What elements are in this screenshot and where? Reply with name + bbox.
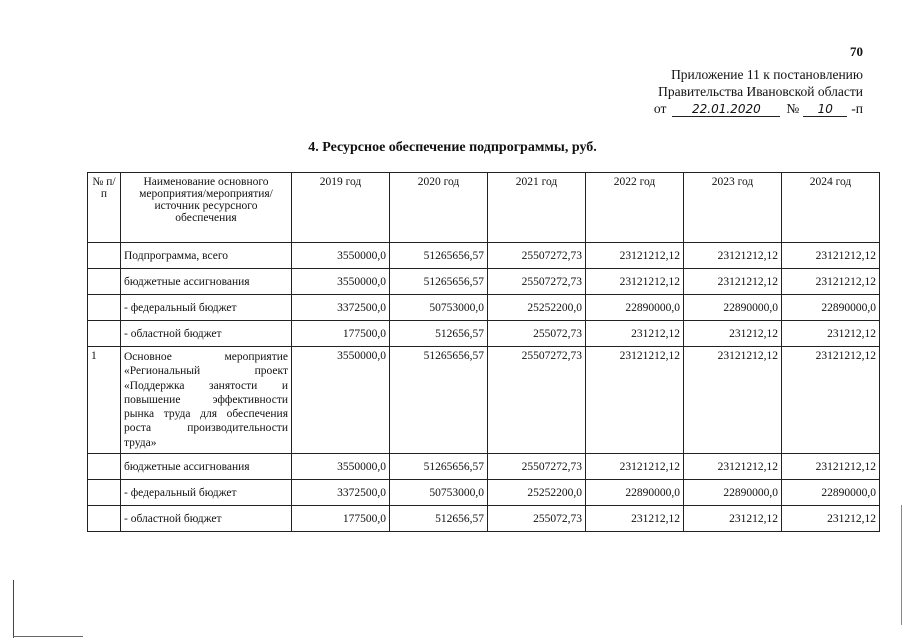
table-row: [88, 295, 880, 321]
row-index: 1: [88, 347, 121, 454]
cell-2023: 23121212,12: [684, 243, 782, 269]
table-row: [88, 506, 880, 532]
scan-edge-bottom: [13, 636, 83, 637]
cell-2019: 177500,0: [292, 321, 390, 347]
cell-2019: 3550000,0: [292, 454, 390, 480]
section-title: 4. Ресурсное обеспечение подпрограммы, руб.: [308, 140, 597, 155]
cell-2023: 231212,12: [684, 321, 782, 347]
header-num: № п/п: [88, 173, 121, 243]
cell-2020: 51265656,57: [390, 454, 488, 480]
cell-2023: 231212,12: [684, 506, 782, 532]
appendix-line-1: Приложение 11 к постановлению: [671, 67, 863, 82]
scan-edge-left: [13, 580, 14, 638]
cell-2020: 512656,57: [390, 321, 488, 347]
cell-2020: 51265656,57: [390, 347, 488, 454]
header-year-2021: 2021 год: [488, 173, 586, 243]
cell-2023: 23121212,12: [684, 269, 782, 295]
decree-from-label: от: [653, 101, 667, 116]
header-name: Наименование основного мероприятия/мероприятия/ источник ресурсного обеспечения: [121, 173, 292, 243]
cell-2019: 3550000,0: [292, 243, 390, 269]
table-row: [88, 321, 880, 347]
cell-2024: 231212,12: [782, 506, 880, 532]
header-year-2023: 2023 год: [684, 173, 782, 243]
header-year-2022: 2022 год: [586, 173, 684, 243]
cell-2022: 231212,12: [586, 321, 684, 347]
cell-2023: 23121212,12: [684, 454, 782, 480]
cell-2020: 50753000,0: [390, 480, 488, 506]
row-name: - федеральный бюджет: [121, 480, 292, 506]
resource-table: [87, 172, 880, 532]
cell-2021: 25252200,0: [488, 295, 586, 321]
cell-2021: 255072,73: [488, 506, 586, 532]
decree-number: 10: [803, 102, 847, 117]
cell-2022: 22890000,0: [586, 480, 684, 506]
decree-date: 22.01.2020: [672, 102, 780, 117]
cell-2020: 51265656,57: [390, 269, 488, 295]
table-row: [88, 243, 880, 269]
row-name: Подпрограмма, всего: [121, 243, 292, 269]
appendix-header: [654, 66, 863, 117]
row-index: [88, 321, 121, 347]
cell-2019: 177500,0: [292, 506, 390, 532]
cell-2024: 22890000,0: [782, 295, 880, 321]
cell-2022: 23121212,12: [586, 347, 684, 454]
cell-2019: 3550000,0: [292, 269, 390, 295]
cell-2023: 23121212,12: [684, 347, 782, 454]
cell-2022: 231212,12: [586, 506, 684, 532]
cell-2020: 50753000,0: [390, 295, 488, 321]
cell-2023: 22890000,0: [684, 295, 782, 321]
cell-2024: 23121212,12: [782, 269, 880, 295]
row-name: бюджетные ассигнования: [121, 269, 292, 295]
cell-2019: 3550000,0: [292, 347, 390, 454]
cell-2021: 25507272,73: [488, 243, 586, 269]
cell-2022: 22890000,0: [586, 295, 684, 321]
cell-2024: 23121212,12: [782, 243, 880, 269]
table-row-main-activity: [88, 347, 880, 454]
cell-2020: 512656,57: [390, 506, 488, 532]
row-index: [88, 454, 121, 480]
row-name: - областной бюджет: [121, 321, 292, 347]
cell-2021: 25507272,73: [488, 454, 586, 480]
row-name: Основное мероприятие «Региональный проект «Поддержка занятости и повышение эффективности рынка труда для обеспечения роста производительности труда»: [121, 347, 292, 454]
decree-number-sign: №: [786, 101, 800, 116]
cell-2022: 23121212,12: [586, 454, 684, 480]
scan-edge-right: [901, 505, 902, 625]
page-number: 70: [850, 44, 863, 59]
table-row: [88, 480, 880, 506]
row-name: - федеральный бюджет: [121, 295, 292, 321]
cell-2019: 3372500,0: [292, 480, 390, 506]
row-name: бюджетные ассигнования: [121, 454, 292, 480]
cell-2021: 255072,73: [488, 321, 586, 347]
cell-2021: 25507272,73: [488, 347, 586, 454]
cell-2024: 22890000,0: [782, 480, 880, 506]
table-row: [88, 454, 880, 480]
appendix-line-2: Правительства Ивановской области: [658, 84, 863, 99]
cell-2024: 231212,12: [782, 321, 880, 347]
row-index: [88, 243, 121, 269]
cell-2024: 23121212,12: [782, 454, 880, 480]
header-year-2019: 2019 год: [292, 173, 390, 243]
row-index: [88, 506, 121, 532]
cell-2022: 23121212,12: [586, 269, 684, 295]
cell-2019: 3372500,0: [292, 295, 390, 321]
cell-2023: 22890000,0: [684, 480, 782, 506]
cell-2020: 51265656,57: [390, 243, 488, 269]
table-row: [88, 269, 880, 295]
decree-reference: [654, 100, 863, 117]
row-index: [88, 269, 121, 295]
decree-suffix: -п: [851, 101, 863, 116]
header-year-2020: 2020 год: [390, 173, 488, 243]
table-header-row: [88, 173, 880, 243]
cell-2021: 25507272,73: [488, 269, 586, 295]
row-index: [88, 480, 121, 506]
cell-2022: 23121212,12: [586, 243, 684, 269]
row-name: - областной бюджет: [121, 506, 292, 532]
cell-2021: 25252200,0: [488, 480, 586, 506]
row-index: [88, 295, 121, 321]
cell-2024: 23121212,12: [782, 347, 880, 454]
header-year-2024: 2024 год: [782, 173, 880, 243]
